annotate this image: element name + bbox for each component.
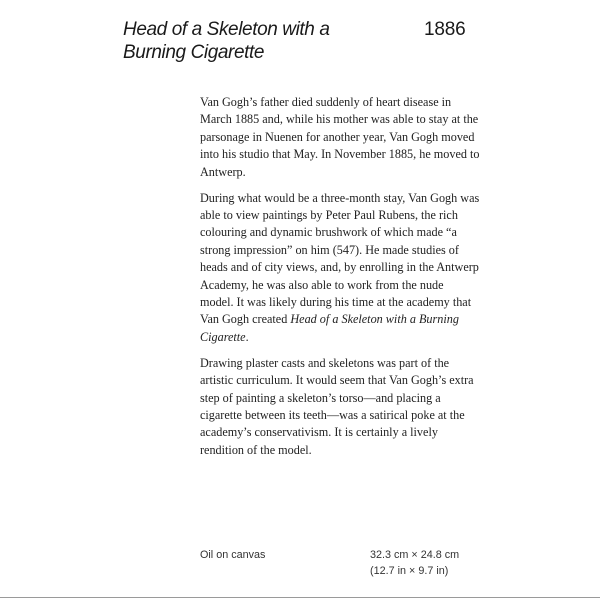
artwork-dimensions [370, 547, 459, 579]
description-text [200, 94, 480, 468]
paragraph-2-end: . [245, 329, 249, 344]
dimensions-metric: 32.3 cm × 24.8 cm [370, 549, 460, 561]
artwork-year: 1886 [424, 19, 466, 40]
paragraph-1: Van Gogh’s father died suddenly of heart disease in March 1885 and, while his mother was able to stay at the parsonage in Nuenen for another year, Van Gogh moved into his studio that May. In November 1885, he moved to Antwerp. [200, 95, 480, 179]
paragraph-2 [200, 190, 480, 347]
artwork-medium: Oil on canvas [200, 549, 266, 561]
artwork-title-reference: Head of a Skeleton with a Burning Cigarette [200, 312, 459, 344]
dimensions-imperial: (12.7 in × 9.7 in) [370, 565, 449, 577]
paragraph-2-text: During what would be a three-month stay, Van Gogh was able to view paintings by Peter Paul Rubens, the rich colouring and dynamic brushwork of which made “a strong impression” on him (547). He made studies of heads and of city views, and, by enrolling in the Antwerp Academy, he was also able to work from the nude model. It was likely during his time at the academy that Van Gogh created [200, 190, 480, 327]
paragraph-3: Drawing plaster casts and skeletons was part of the artistic curriculum. It would seem that Van Gogh’s extra step of painting a skeleton’s torso—and placing a cigarette between its teeth—was a satirical poke at the academy’s conservativism. It is certainly a lively rendition of the model. [200, 355, 474, 457]
bottom-divider [0, 597, 600, 598]
artwork-title: Head of a Skeleton with a Burning Cigarette [123, 19, 330, 63]
